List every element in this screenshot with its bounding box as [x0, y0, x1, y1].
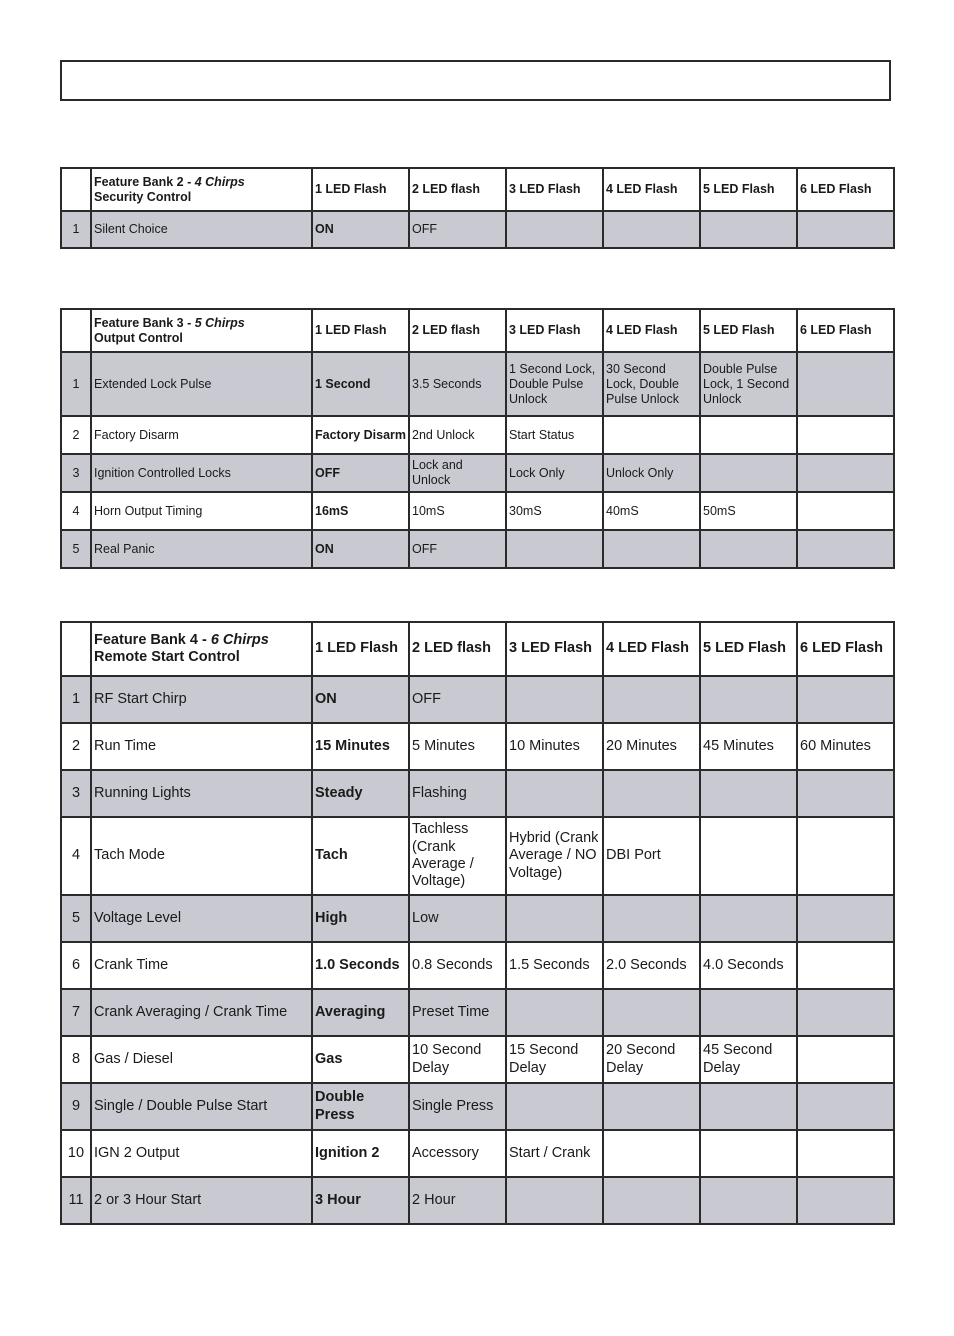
option-cell	[797, 989, 894, 1036]
option-cell	[797, 454, 894, 492]
option-cell	[603, 989, 700, 1036]
option-cell: 20 Minutes	[603, 723, 700, 770]
option-cell	[506, 1177, 603, 1224]
option-cell	[603, 416, 700, 454]
option-default: ON	[312, 530, 409, 568]
feature-name: Running Lights	[91, 770, 312, 817]
option-cell	[700, 530, 797, 568]
option-cell	[700, 1083, 797, 1130]
table-row	[61, 211, 894, 248]
feature-name: Voltage Level	[91, 895, 312, 942]
option-cell: 30mS	[506, 492, 603, 530]
option-default: High	[312, 895, 409, 942]
option-default: OFF	[312, 454, 409, 492]
row-number: 1	[61, 211, 91, 248]
bank-title-prefix: Feature Bank 3 -	[94, 315, 195, 330]
bank-subtitle: Remote Start Control	[94, 649, 240, 665]
bank-subtitle: Output Control	[94, 330, 183, 345]
option-default: Ignition 2	[312, 1130, 409, 1177]
option-cell: 4.0 Seconds	[700, 942, 797, 989]
feature-bank-3-table	[60, 308, 895, 569]
table-row	[61, 454, 894, 492]
header-cell: 4 LED Flash	[603, 168, 700, 211]
feature-name: RF Start Chirp	[91, 676, 312, 723]
option-cell: Preset Time	[409, 989, 506, 1036]
option-cell	[506, 770, 603, 817]
header-cell: 1 LED Flash	[312, 309, 409, 352]
table-row	[61, 492, 894, 530]
option-cell: OFF	[409, 530, 506, 568]
option-default: ON	[312, 676, 409, 723]
table-row	[61, 1083, 894, 1130]
row-number: 4	[61, 492, 91, 530]
option-cell	[700, 211, 797, 248]
option-cell: 1.5 Seconds	[506, 942, 603, 989]
option-cell: Tachless (Crank Average / Voltage)	[409, 817, 506, 895]
table-row	[61, 942, 894, 989]
feature-name: Crank Averaging / Crank Time	[91, 989, 312, 1036]
table-row	[61, 723, 894, 770]
option-cell	[603, 770, 700, 817]
option-default: Double Press	[312, 1083, 409, 1130]
option-cell	[506, 530, 603, 568]
table-row	[61, 1036, 894, 1083]
option-cell: OFF	[409, 211, 506, 248]
table-row	[61, 1177, 894, 1224]
feature-name: Ignition Controlled Locks	[91, 454, 312, 492]
option-cell	[603, 676, 700, 723]
option-cell	[797, 211, 894, 248]
table-row	[61, 352, 894, 416]
option-cell	[603, 211, 700, 248]
option-cell: 10 Minutes	[506, 723, 603, 770]
bank-title-cell	[91, 168, 312, 211]
bank-chirps: 6 Chirps	[210, 631, 269, 648]
header-cell: 2 LED flash	[409, 309, 506, 352]
feature-name: Horn Output Timing	[91, 492, 312, 530]
header-row	[61, 309, 894, 352]
option-default: 16mS	[312, 492, 409, 530]
header-cell: 4 LED Flash	[603, 309, 700, 352]
option-default: Gas	[312, 1036, 409, 1083]
header-cell: 1 LED Flash	[312, 622, 409, 676]
header-cell: 5 LED Flash	[700, 309, 797, 352]
row-number: 2	[61, 416, 91, 454]
option-cell	[797, 770, 894, 817]
option-cell	[797, 1083, 894, 1130]
option-cell: Single Press	[409, 1083, 506, 1130]
row-number: 11	[61, 1177, 91, 1224]
bank-subtitle: Security Control	[94, 189, 192, 204]
header-row	[61, 622, 894, 676]
option-cell	[700, 1130, 797, 1177]
option-cell	[700, 416, 797, 454]
header-num-cell	[61, 622, 91, 676]
table-row	[61, 770, 894, 817]
option-cell	[700, 454, 797, 492]
option-cell: Hybrid (Crank Average / NO Voltage)	[506, 817, 603, 895]
bank-chirps: 5 Chirps	[194, 315, 245, 330]
option-cell	[797, 942, 894, 989]
option-cell: 0.8 Seconds	[409, 942, 506, 989]
table-row	[61, 817, 894, 895]
row-number: 10	[61, 1130, 91, 1177]
table-row	[61, 530, 894, 568]
header-row	[61, 168, 894, 211]
row-number: 1	[61, 676, 91, 723]
option-cell: 10 Second Delay	[409, 1036, 506, 1083]
option-cell: 45 Second Delay	[700, 1036, 797, 1083]
option-cell: 1 Second Lock, Double Pulse Unlock	[506, 352, 603, 416]
option-cell: Double Pulse Lock, 1 Second Unlock	[700, 352, 797, 416]
option-cell: Lock Only	[506, 454, 603, 492]
feature-name: Extended Lock Pulse	[91, 352, 312, 416]
row-number: 8	[61, 1036, 91, 1083]
feature-name: Factory Disarm	[91, 416, 312, 454]
option-cell	[797, 530, 894, 568]
option-cell: 40mS	[603, 492, 700, 530]
option-cell	[506, 989, 603, 1036]
option-cell: Start / Crank	[506, 1130, 603, 1177]
option-cell: 10mS	[409, 492, 506, 530]
option-cell: 3.5 Seconds	[409, 352, 506, 416]
header-num-cell	[61, 309, 91, 352]
option-default: Factory Disarm	[312, 416, 409, 454]
option-cell	[797, 416, 894, 454]
row-number: 3	[61, 770, 91, 817]
row-number: 3	[61, 454, 91, 492]
row-number: 4	[61, 817, 91, 895]
option-cell	[797, 1130, 894, 1177]
row-number: 5	[61, 895, 91, 942]
option-cell	[700, 895, 797, 942]
option-cell	[603, 895, 700, 942]
option-cell: 30 Second Lock, Double Pulse Unlock	[603, 352, 700, 416]
feature-name: Silent Choice	[91, 211, 312, 248]
option-cell: 2nd Unlock	[409, 416, 506, 454]
option-default: Steady	[312, 770, 409, 817]
header-cell: 1 LED Flash	[312, 168, 409, 211]
option-cell: 45 Minutes	[700, 723, 797, 770]
bank-title-cell	[91, 622, 312, 676]
bank-title-prefix: Feature Bank 4 -	[94, 631, 211, 648]
table-row	[61, 989, 894, 1036]
option-default: 1.0 Seconds	[312, 942, 409, 989]
option-cell: 15 Second Delay	[506, 1036, 603, 1083]
option-cell: Accessory	[409, 1130, 506, 1177]
option-default: 1 Second	[312, 352, 409, 416]
option-cell	[797, 352, 894, 416]
option-default: 15 Minutes	[312, 723, 409, 770]
row-number: 9	[61, 1083, 91, 1130]
option-cell: 50mS	[700, 492, 797, 530]
header-cell: 5 LED Flash	[700, 622, 797, 676]
table-row	[61, 1130, 894, 1177]
option-default: ON	[312, 211, 409, 248]
feature-name: Run Time	[91, 723, 312, 770]
option-cell	[797, 1036, 894, 1083]
option-cell	[603, 1177, 700, 1224]
option-cell	[797, 817, 894, 895]
option-cell	[506, 211, 603, 248]
header-cell: 6 LED Flash	[797, 622, 894, 676]
table-row	[61, 895, 894, 942]
option-cell	[506, 1083, 603, 1130]
option-cell: DBI Port	[603, 817, 700, 895]
header-cell: 6 LED Flash	[797, 168, 894, 211]
option-default: Averaging	[312, 989, 409, 1036]
option-cell: OFF	[409, 676, 506, 723]
option-cell	[603, 1130, 700, 1177]
option-cell: Low	[409, 895, 506, 942]
feature-name: Tach Mode	[91, 817, 312, 895]
row-number: 6	[61, 942, 91, 989]
option-cell	[700, 1177, 797, 1224]
option-cell	[797, 895, 894, 942]
table-row	[61, 676, 894, 723]
option-cell: Lock and Unlock	[409, 454, 506, 492]
header-cell: 3 LED Flash	[506, 622, 603, 676]
option-cell: 2 Hour	[409, 1177, 506, 1224]
row-number: 7	[61, 989, 91, 1036]
feature-name: Gas / Diesel	[91, 1036, 312, 1083]
option-cell	[506, 895, 603, 942]
header-cell: 3 LED Flash	[506, 309, 603, 352]
feature-name: Real Panic	[91, 530, 312, 568]
feature-name: Crank Time	[91, 942, 312, 989]
option-cell	[700, 989, 797, 1036]
option-cell	[700, 817, 797, 895]
row-number: 5	[61, 530, 91, 568]
option-cell: Flashing	[409, 770, 506, 817]
bank-chirps: 4 Chirps	[194, 174, 245, 189]
header-cell: 5 LED Flash	[700, 168, 797, 211]
option-cell: 20 Second Delay	[603, 1036, 700, 1083]
option-default: Tach	[312, 817, 409, 895]
option-cell	[797, 492, 894, 530]
feature-bank-2-table	[60, 167, 895, 249]
feature-name: IGN 2 Output	[91, 1130, 312, 1177]
option-cell	[700, 676, 797, 723]
option-cell	[603, 1083, 700, 1130]
feature-bank-4-table	[60, 621, 895, 1225]
bank-title-cell	[91, 309, 312, 352]
header-cell: 4 LED Flash	[603, 622, 700, 676]
option-cell: Start Status	[506, 416, 603, 454]
option-cell	[603, 530, 700, 568]
option-cell: 2.0 Seconds	[603, 942, 700, 989]
page-title-box	[60, 60, 891, 101]
option-cell: 60 Minutes	[797, 723, 894, 770]
header-cell: 6 LED Flash	[797, 309, 894, 352]
header-num-cell	[61, 168, 91, 211]
option-default: 3 Hour	[312, 1177, 409, 1224]
feature-name: Single / Double Pulse Start	[91, 1083, 312, 1130]
option-cell	[797, 676, 894, 723]
option-cell	[797, 1177, 894, 1224]
row-number: 1	[61, 352, 91, 416]
table-row	[61, 416, 894, 454]
header-cell: 2 LED flash	[409, 168, 506, 211]
feature-name: 2 or 3 Hour Start	[91, 1177, 312, 1224]
option-cell: 5 Minutes	[409, 723, 506, 770]
header-cell: 3 LED Flash	[506, 168, 603, 211]
option-cell	[700, 770, 797, 817]
header-cell: 2 LED flash	[409, 622, 506, 676]
row-number: 2	[61, 723, 91, 770]
option-cell: Unlock Only	[603, 454, 700, 492]
option-cell	[506, 676, 603, 723]
bank-title-prefix: Feature Bank 2 -	[94, 174, 195, 189]
